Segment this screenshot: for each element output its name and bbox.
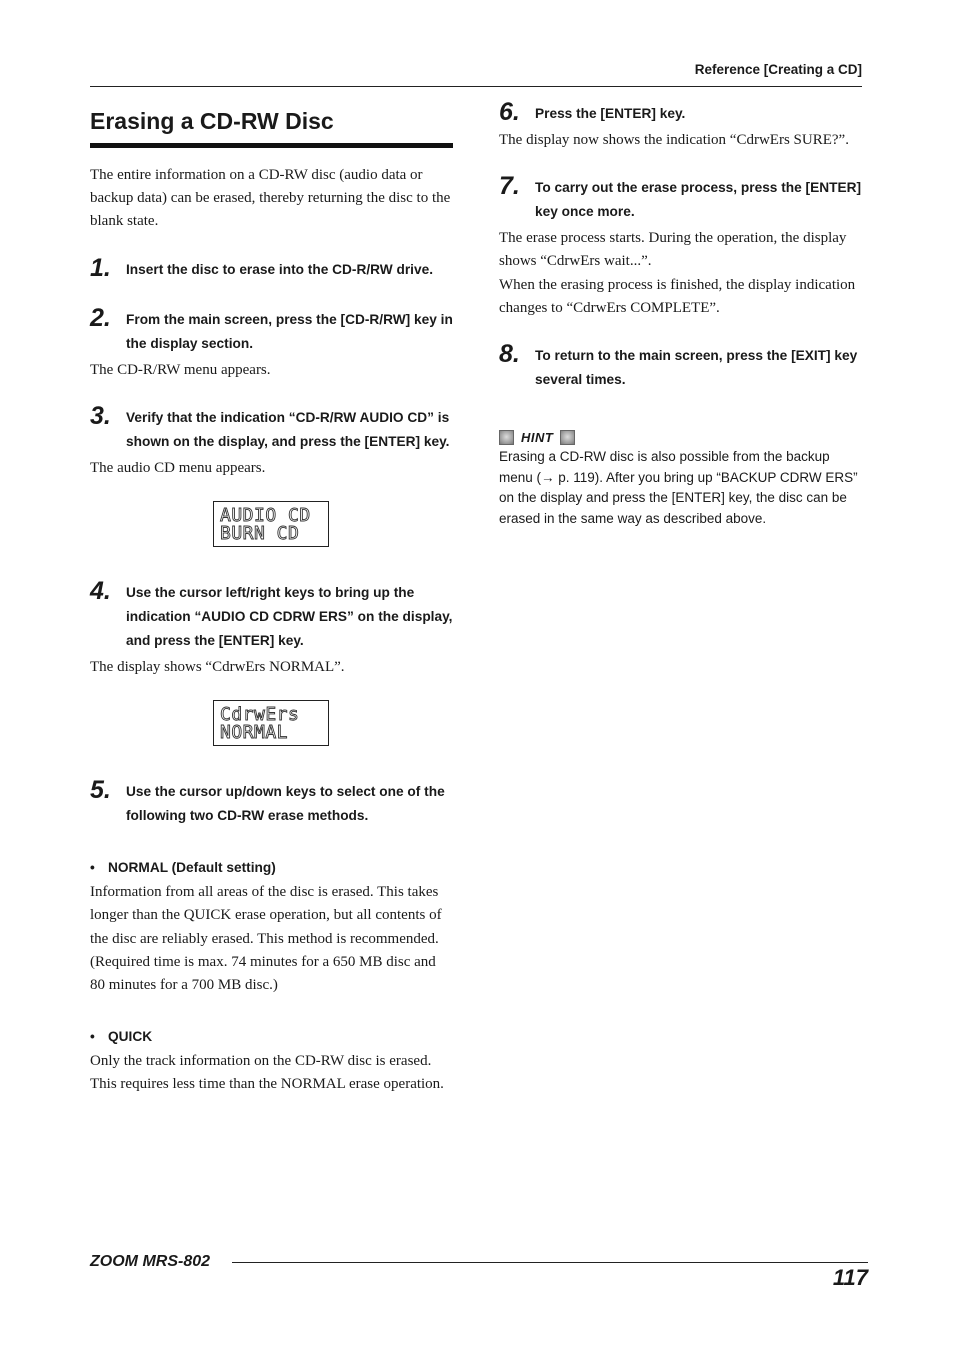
step-1 — [90, 253, 453, 282]
step-7 — [499, 174, 863, 224]
method-quick-label — [90, 1027, 453, 1047]
step-4 — [90, 579, 453, 653]
running-header: Reference [Creating a CD] — [694, 62, 862, 77]
section-title: Erasing a CD-RW Disc — [90, 104, 453, 148]
hint-heading — [499, 428, 863, 446]
intro-paragraph: The entire information on a CD-RW disc (audio data or backup data) can be erased, thereby returning the disc to the blank state. — [90, 167, 451, 230]
step-instruction: Verify that the indication “CD-R/RW AUDIO CD” is shown on the display, and press the [ENTER] key. — [126, 409, 450, 449]
method-normal-label — [90, 858, 453, 878]
step-2-note: The CD-R/RW menu appears. — [90, 361, 271, 378]
hint-left-icon — [499, 430, 514, 445]
method-quick-text: Only the track information on the CD-RW disc is erased. This requires less time than the NORMAL erase operation. — [90, 1053, 444, 1093]
step-7-note: The erase process starts. During the operation, the display shows “CdrwErs wait...”. — [499, 230, 847, 270]
step-number: 7. — [499, 172, 520, 201]
lcd-display-cdrwers — [213, 700, 329, 746]
lcd-display-audio-cd — [213, 501, 329, 547]
step-5 — [90, 778, 453, 828]
step-6-note: The display now shows the indication “CdrwErs SURE?”. — [499, 132, 849, 148]
step-3-note: The audio CD menu appears. — [90, 459, 266, 476]
step-3 — [90, 401, 453, 454]
step-number: 8. — [499, 340, 520, 369]
lcd-line-1: CdrwErs — [220, 704, 300, 726]
page-number: 117 — [832, 1265, 868, 1290]
left-column — [90, 104, 453, 1097]
hint-text: Erasing a CD-RW disc is also possible from the backup menu (→ p. 119). After you bring up “BACKUP CDRW ERS” on the display and press the [ENTER] key, the disc can be erased in the same way as described above. — [499, 449, 858, 526]
method-normal-text: Information from all areas of the disc is erased. This takes longer than the QUICK erase operation, but all contents of the disc are reliably erased. This method is recommended. (Required time is max. 74 minutes for a 650 MB disc and 80 minutes for a 700 MB disc.) — [90, 884, 442, 994]
lcd-line-2: BURN CD — [220, 523, 300, 545]
step-instruction: To return to the main screen, press the [EXIT] key several times. — [535, 348, 858, 388]
footer-rule — [232, 1262, 868, 1263]
bullet-mark: • — [90, 860, 95, 876]
step-instruction: From the main screen, press the [CD-R/RW] key in the display section. — [126, 311, 453, 351]
step-2 — [90, 303, 453, 356]
footer-model: ZOOM MRS-802 — [90, 1253, 211, 1270]
method-label: QUICK — [108, 1029, 153, 1045]
step-instruction: Press the [ENTER] key. — [535, 106, 686, 121]
step-number: 1. — [90, 253, 111, 282]
step-instruction: To carry out the erase process, press the [ENTER] key once more. — [535, 180, 862, 220]
right-column — [499, 100, 863, 529]
step-4-note: The display shows “CdrwErs NORMAL”. — [90, 659, 345, 676]
bullet-mark: • — [90, 1029, 95, 1045]
step-number: 6. — [499, 98, 520, 126]
step-number: 5. — [90, 776, 111, 805]
hint-label: HINT — [521, 429, 554, 445]
step-6 — [499, 100, 863, 126]
step-instruction: Use the cursor left/right keys to bring up the indication “AUDIO CD CDRW ERS” on the display, and press the [ENTER] key. — [126, 585, 453, 649]
step-number: 3. — [90, 401, 111, 430]
lcd-line-1: AUDIO CD — [220, 505, 311, 527]
step-8 — [499, 342, 863, 392]
step-7-note-2: When the erasing process is finished, the display indication changes to “CdrwErs COMPLETE”. — [499, 276, 856, 316]
step-number: 4. — [90, 577, 111, 606]
lcd-line-2: NORMAL — [220, 722, 289, 744]
step-number: 2. — [90, 303, 111, 332]
step-instruction: Use the cursor up/down keys to select one of the following two CD-RW erase methods. — [126, 784, 445, 824]
step-instruction: Insert the disc to erase into the CD-R/RW drive. — [126, 261, 434, 277]
method-label: NORMAL (Default setting) — [108, 860, 276, 876]
header-rule — [90, 86, 862, 87]
hint-right-icon — [560, 430, 575, 445]
